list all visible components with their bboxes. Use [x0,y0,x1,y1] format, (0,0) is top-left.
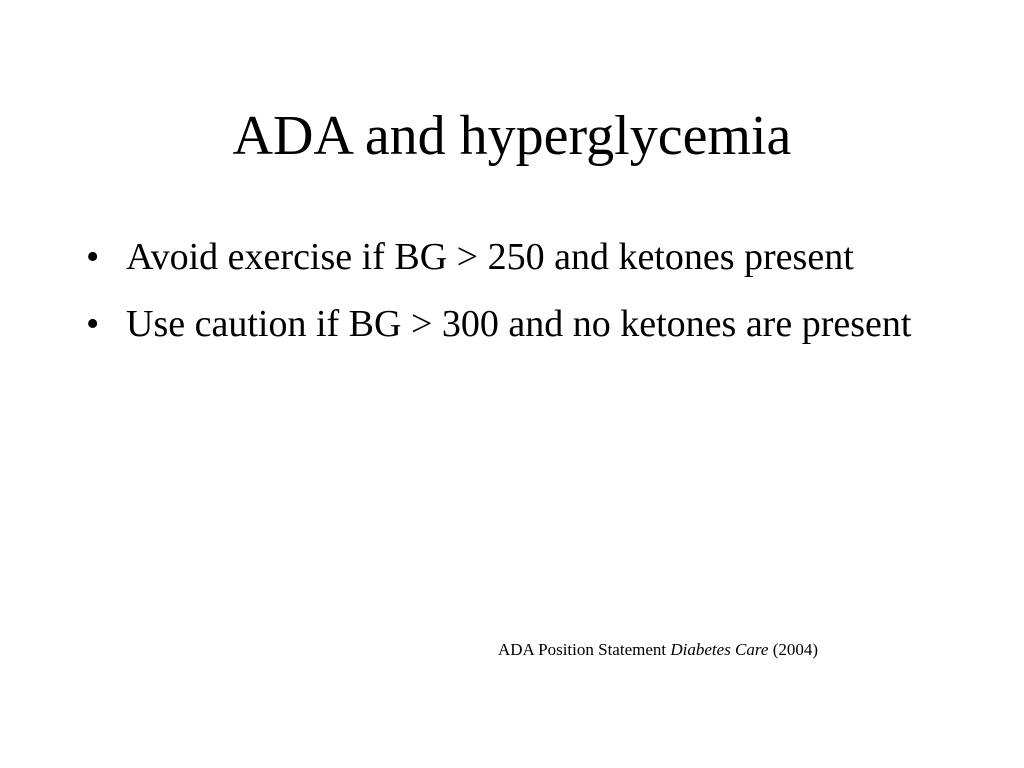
bullet-marker-icon: • [86,303,100,345]
citation [498,639,818,661]
bullet-item [86,298,946,351]
bullet-item [86,231,946,284]
bullet-text: Use caution if BG > 300 and no ketones are present [126,303,912,345]
bullet-list [86,231,946,365]
citation-source: ADA Position Statement [498,640,667,659]
slide-title: ADA and hyperglycemia [232,105,792,167]
citation-year: (2004) [772,640,819,659]
bullet-text: Avoid exercise if BG > 250 and ketones present [126,236,854,278]
bullet-marker-icon: • [86,236,100,278]
citation-journal: Diabetes Care [670,640,769,659]
